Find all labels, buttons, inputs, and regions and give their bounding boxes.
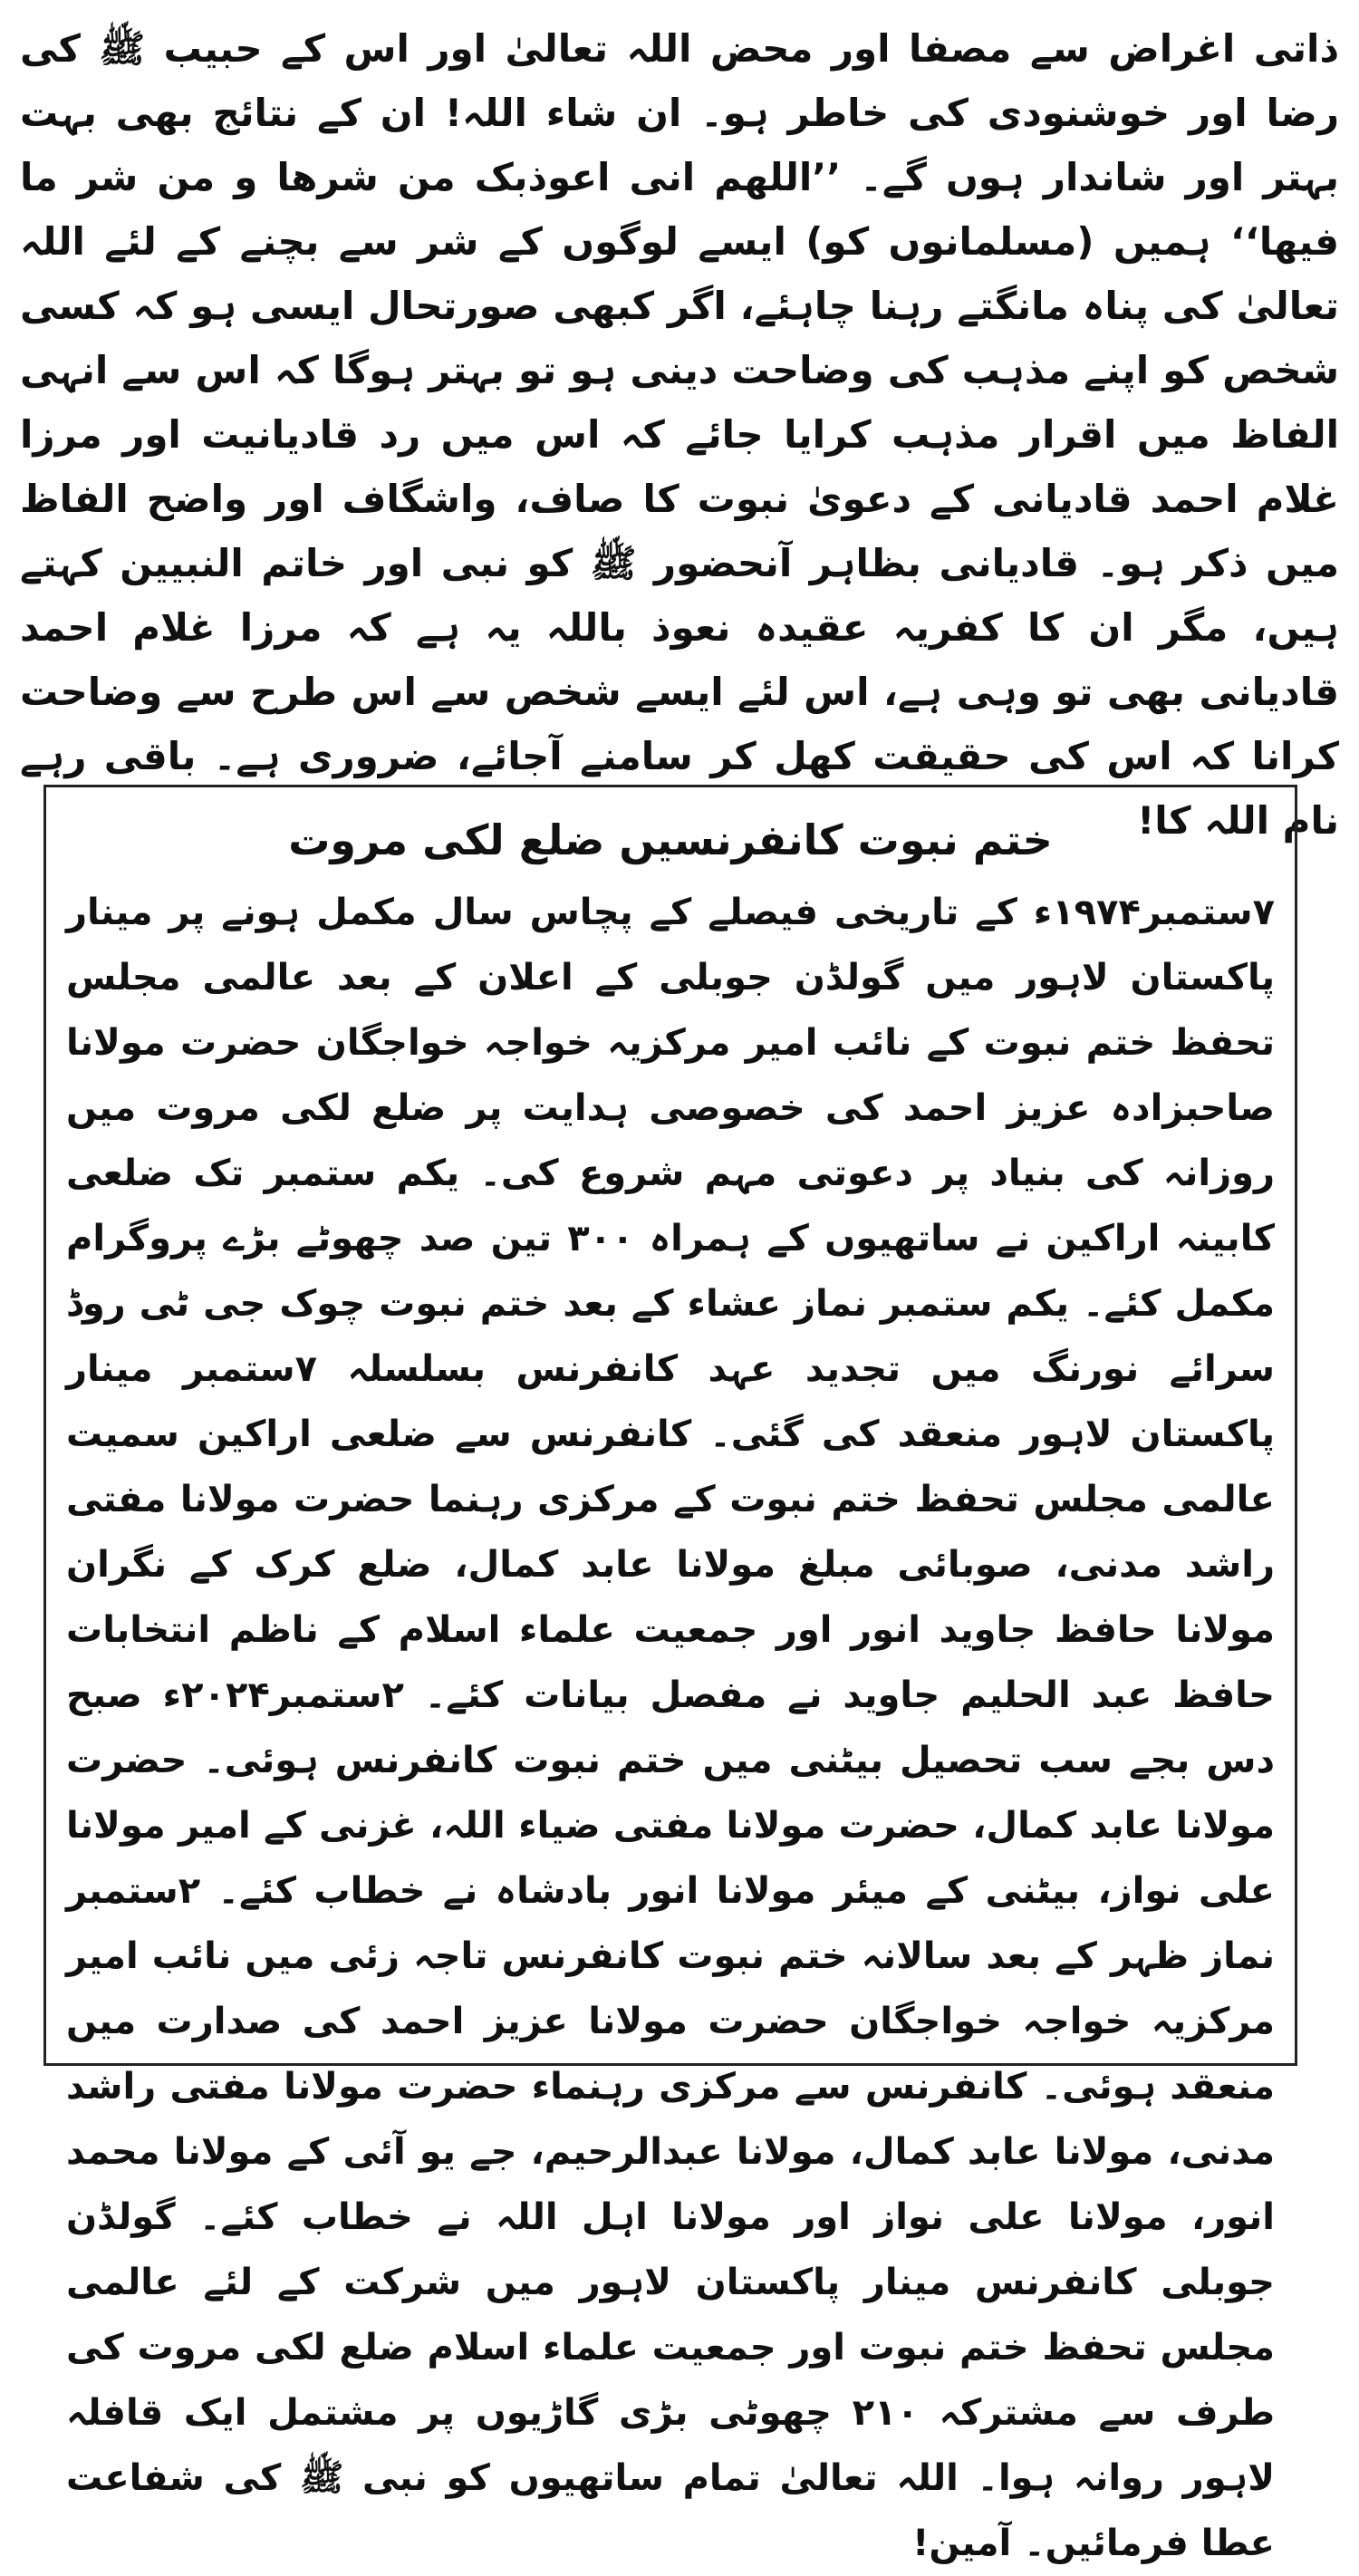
news-box bbox=[43, 785, 1297, 2564]
news-box-title: ختم نبوت کانفرنسیں ضلع لکی مروت bbox=[288, 815, 1053, 864]
news-box-paragraph: ۷ستمبر۱۹۷۴ء کے تاریخی فیصلے کے پچاس سال مکمل ہونے پر مینار پاکستان لاہور میں گولڈن جوبلی کے اعلان کے بعد عالمی مجلس تحفظ ختم نبوت کے نائب امیر مرکزیہ خواجہ خواجگان حضرت مولانا صاحبزادہ عزیز احمد کی خصوصی ہدایت پر ضلع لکی مروت میں روزانہ کی بنیاد پر دعوتی مہم شروع کی۔ یکم ستمبر تک ضلعی کابینہ اراکین نے ساتھیوں کے ہمراہ ۳۰۰ تین صد چھوٹے بڑے پروگرام مکمل کئے۔ یکم ستمبر نماز عشاء کے بعد ختم نبوت چوک جی ٹی روڈ سرائے نورنگ میں تجدید عہد کانفرنس بسلسلہ ۷ستمبر مینار پاکستان لاہور منعقد کی گئی۔ کانفرنس سے ضلعی اراکین سمیت عالمی مجلس تحفظ ختم نبوت کے مرکزی رہنما حضرت مولانا مفتی راشد مدنی، صوبائی مبلغ مولانا عابد کمال، ضلع کرک کے نگران مولانا حافظ جاوید انور اور جمعیت علماء اسلام کے ناظم انتخابات حافظ عبد الحلیم جاوید نے مفصل بیانات کئے۔ ۲ستمبر۲۰۲۴ء صبح دس بجے سب تحصیل بیٹنی میں ختم نبوت کانفرنس ہوئی۔ حضرت مولانا عابد کمال، حضرت مولانا مفتی ضیاء اللہ، غزنی کے امیر مولانا علی نواز، بیٹنی کے میئر مولانا انور بادشاہ نے خطاب کئے۔ ۲ستمبر نماز ظہر کے بعد سالانہ ختم نبوت کانفرنس تاجہ زئی میں نائب امیر مرکزیہ خواجہ خواجگان حضرت مولانا عزیز احمد کی صدارت میں منعقد ہوئی۔ کانفرنس سے مرکزی رہنماء حضرت مولانا مفتی راشد مدنی، مولانا عابد کمال، مولانا عبدالرحیم، جے یو آئی کے مولانا محمد انور، مولانا علی نواز اور مولانا اہل اللہ نے خطاب کئے۔ گولڈن جوبلی کانفرنس مینار پاکستان لاہور میں شرکت کے لئے عالمی مجلس تحفظ ختم نبوت اور جمعیت علماء اسلام ضلع لکی مروت کی طرف سے مشترکہ ۲۱۰ چھوٹی بڑی گاڑیوں پر مشتمل ایک قافلہ لاہور روانہ ہوا۔ اللہ تعالیٰ تمام ساتھیوں کو نبی ﷺ کی شفاعت عطا فرمائیں۔ آمین! bbox=[66, 892, 1276, 2564]
intro-paragraph: ذاتی اغراض سے مصفا اور محض اللہ تعالیٰ اور اس کے حبیب ﷺ کی رضا اور خوشنودی کی خاطر ہو۔ ان شاء اللہ! ان کے نتائج بھی بہت بہتر اور شاندار ہوں گے۔ ’’اللھم انی اعوذبک من شرھا و من شر ما فیھا‘‘ ہمیں (مسلمانوں کو) ایسے لوگوں کے شر سے بچنے کے لئے اللہ تعالیٰ کی پناہ مانگتے رہنا چاہئے، اگر کبھی صورتحال ایسی ہو کہ کسی شخص کو اپنے مذہب کی وضاحت دینی ہو تو بہتر ہوگا کہ اس سے انہی الفاظ میں اقرار مذہب کرایا جائے کہ اس میں رد قادیانیت اور مرزا غلام احمد قادیانی کے دعویٰ نبوت کا صاف، واشگاف اور واضح الفاظ میں ذکر ہو۔ قادیانی بظاہر آنحضور ﷺ کو نبی اور خاتم النبیین کہتے ہیں، مگر ان کا کفریہ عقیدہ نعوذ باللہ یہ ہے کہ مرزا غلام احمد قادیانی بھی تو وہی ہے، اس لئے ایسے شخص سے اس طرح سے وضاحت کرانا کہ اس کی حقیقت کھل کر سامنے آجائے، ضروری ہے۔ باقی رہے نام اللہ کا! bbox=[20, 26, 1339, 843]
document-page bbox=[20, 16, 1339, 2564]
